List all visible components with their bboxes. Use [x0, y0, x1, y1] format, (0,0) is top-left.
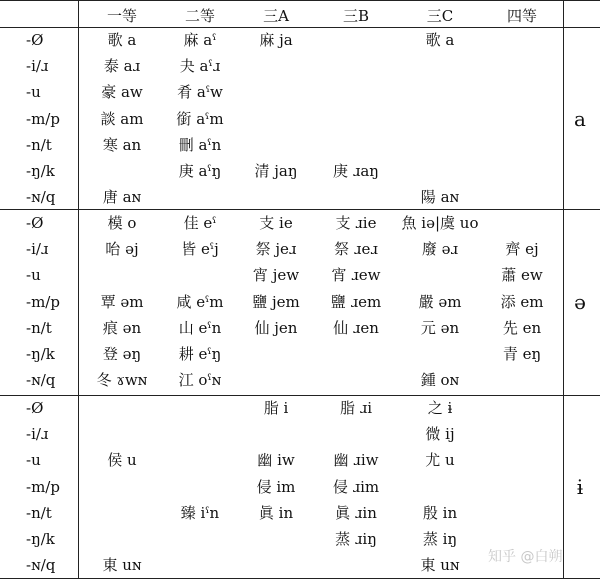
rhyme-cell: 唐 aɴ	[102, 188, 142, 207]
rhyme-cell: 嚴 əm	[418, 292, 462, 311]
rhyme-cell: 宵 jew	[252, 266, 300, 285]
rhyme-cell: 祭 jeɹ	[255, 240, 297, 259]
rhyme-cell: 咍 əj	[105, 240, 139, 259]
rhyme-cell: 耕 eˤŋ	[178, 345, 222, 363]
rhyme-cell: 寒 an	[102, 135, 142, 154]
coda-label: -u	[26, 451, 41, 470]
rhyme-cell: 東 uɴ	[420, 556, 460, 575]
coda-label: -Ø	[26, 214, 44, 232]
rhyme-cell: 覃 əm	[100, 292, 144, 311]
rhyme-cell: 蒸 ɹiŋ	[335, 530, 377, 548]
rhyme-cell: 微 ij	[425, 425, 455, 444]
rhyme-cell: 清 jaŋ	[254, 162, 298, 180]
rhyme-cell: 鹽 ɹem	[330, 292, 382, 311]
horizontal-rule	[0, 395, 600, 396]
rhyme-cell: 眞 ɹin	[335, 503, 377, 522]
horizontal-rule	[0, 27, 600, 28]
rhyme-cell: 泰 aɹ	[103, 57, 141, 76]
coda-label: -u	[26, 266, 41, 285]
coda-label: -ŋ/k	[26, 530, 55, 548]
section-vowel: ɨ	[576, 474, 584, 499]
rhyme-cell: 幽 iw	[257, 451, 295, 470]
column-header: 三C	[426, 7, 454, 25]
rhyme-cell: 仙 ɹen	[333, 318, 379, 337]
rhyme-cell: 蒸 iŋ	[422, 530, 458, 548]
rhyme-cell: 支 ɹie	[335, 214, 377, 232]
rhyme-cell: 宵 ɹew	[331, 266, 381, 285]
column-header: 二等	[184, 7, 216, 25]
rhyme-cell: 陽 aɴ	[420, 188, 460, 207]
rhyme-cell: 尤 u	[425, 451, 455, 470]
coda-label: -Ø	[26, 399, 44, 417]
horizontal-rule	[0, 209, 600, 210]
rhyme-cell: 肴 aˤw	[177, 83, 223, 102]
rhyme-cell: 佳 eˤ	[183, 214, 217, 232]
coda-label: -ɴ/q	[26, 188, 56, 207]
rhyme-cell: 鹽 jem	[252, 292, 300, 311]
coda-label: -u	[26, 83, 41, 102]
column-header: 一等	[106, 7, 138, 25]
coda-label: -ŋ/k	[26, 162, 55, 180]
rhyme-cell: 銜 aˤm	[176, 109, 224, 128]
coda-label: -i/ɹ	[26, 425, 49, 444]
section-vowel: ə	[574, 289, 586, 314]
rhyme-cell: 脂 i	[263, 399, 289, 417]
rhyme-cell: 豪 aw	[101, 83, 143, 102]
rhyme-cell: 侵 im	[256, 477, 296, 496]
rhyme-cell: 山 eˤn	[178, 318, 222, 337]
rhyme-cell: 侯 u	[107, 451, 137, 470]
rhyme-cell: 魚 iə|虞 uo	[401, 214, 479, 232]
section-vowel: a	[574, 106, 586, 131]
rhyme-cell: 冬 ɤwɴ	[96, 371, 148, 390]
rhyme-cell: 刪 aˤn	[178, 135, 222, 154]
rhyme-cell: 青 eŋ	[502, 345, 542, 363]
rhyme-cell: 庚 aˤŋ	[178, 162, 222, 180]
rhyme-cell: 皆 eˤj	[181, 240, 219, 259]
rhyme-cell: 殷 in	[422, 503, 458, 522]
coda-label: -i/ɹ	[26, 240, 49, 259]
coda-label: -m/p	[26, 109, 60, 128]
coda-label: -i/ɹ	[26, 57, 49, 76]
column-header: 三A	[263, 7, 289, 25]
coda-label: -n/t	[26, 135, 52, 154]
rhyme-cell: 談 am	[100, 109, 144, 128]
rhyme-cell: 麻 ja	[259, 31, 293, 49]
rhyme-cell: 先 en	[502, 318, 542, 337]
rhyme-cell: 廢 əɹ	[421, 240, 459, 259]
rhyme-cell: 幽 ɹiw	[333, 451, 379, 470]
coda-label: -ɴ/q	[26, 556, 56, 575]
rhyme-cell: 東 uɴ	[102, 556, 142, 575]
coda-label: -ŋ/k	[26, 345, 55, 363]
rhyme-cell: 眞 in	[258, 503, 294, 522]
rhyme-cell: 麻 aˤ	[183, 31, 217, 49]
horizontal-rule	[0, 0, 600, 1]
rhyme-cell: 支 ie	[259, 214, 293, 232]
rhyme-cell: 江 oˤɴ	[178, 371, 222, 390]
vertical-rule	[563, 0, 564, 579]
column-header: 四等	[506, 7, 538, 25]
rhyme-cell: 痕 ən	[102, 318, 142, 337]
column-header: 三B	[342, 7, 370, 25]
rhyme-cell: 夬 aˤɹ	[179, 57, 221, 76]
rhyme-cell: 臻 iˤn	[180, 503, 220, 522]
watermark: 知乎 @白朔	[488, 549, 563, 565]
coda-label: -m/p	[26, 292, 60, 311]
rhyme-cell: 咸 eˤm	[176, 292, 224, 311]
rhyme-cell: 齊 ej	[505, 240, 539, 259]
coda-label: -Ø	[26, 31, 44, 49]
coda-label: -m/p	[26, 477, 60, 496]
coda-label: -n/t	[26, 503, 52, 522]
rhyme-cell: 侵 ɹim	[332, 477, 380, 496]
rhyme-cell: 登 əŋ	[102, 345, 142, 363]
coda-label: -n/t	[26, 318, 52, 337]
rhyme-cell: 脂 ɹi	[339, 399, 373, 417]
rhyme-cell: 蕭 ew	[501, 266, 543, 285]
rhyme-cell: 元 ən	[420, 318, 460, 337]
coda-label: -ɴ/q	[26, 371, 56, 390]
vertical-rule	[78, 0, 79, 579]
rhyme-cell: 祭 ɹeɹ	[334, 240, 378, 259]
rhyme-cell: 歌 a	[107, 31, 137, 49]
rhyme-cell: 歌 a	[425, 31, 455, 49]
rhyme-cell: 之 ɨ	[427, 399, 453, 417]
rhyme-cell: 模 o	[107, 214, 137, 232]
rhyme-cell: 仙 jen	[254, 318, 298, 337]
rhyme-cell: 庚 ɹaŋ	[333, 162, 379, 180]
rhyme-cell: 鍾 oɴ	[420, 371, 460, 390]
rhyme-cell: 添 em	[500, 292, 544, 311]
